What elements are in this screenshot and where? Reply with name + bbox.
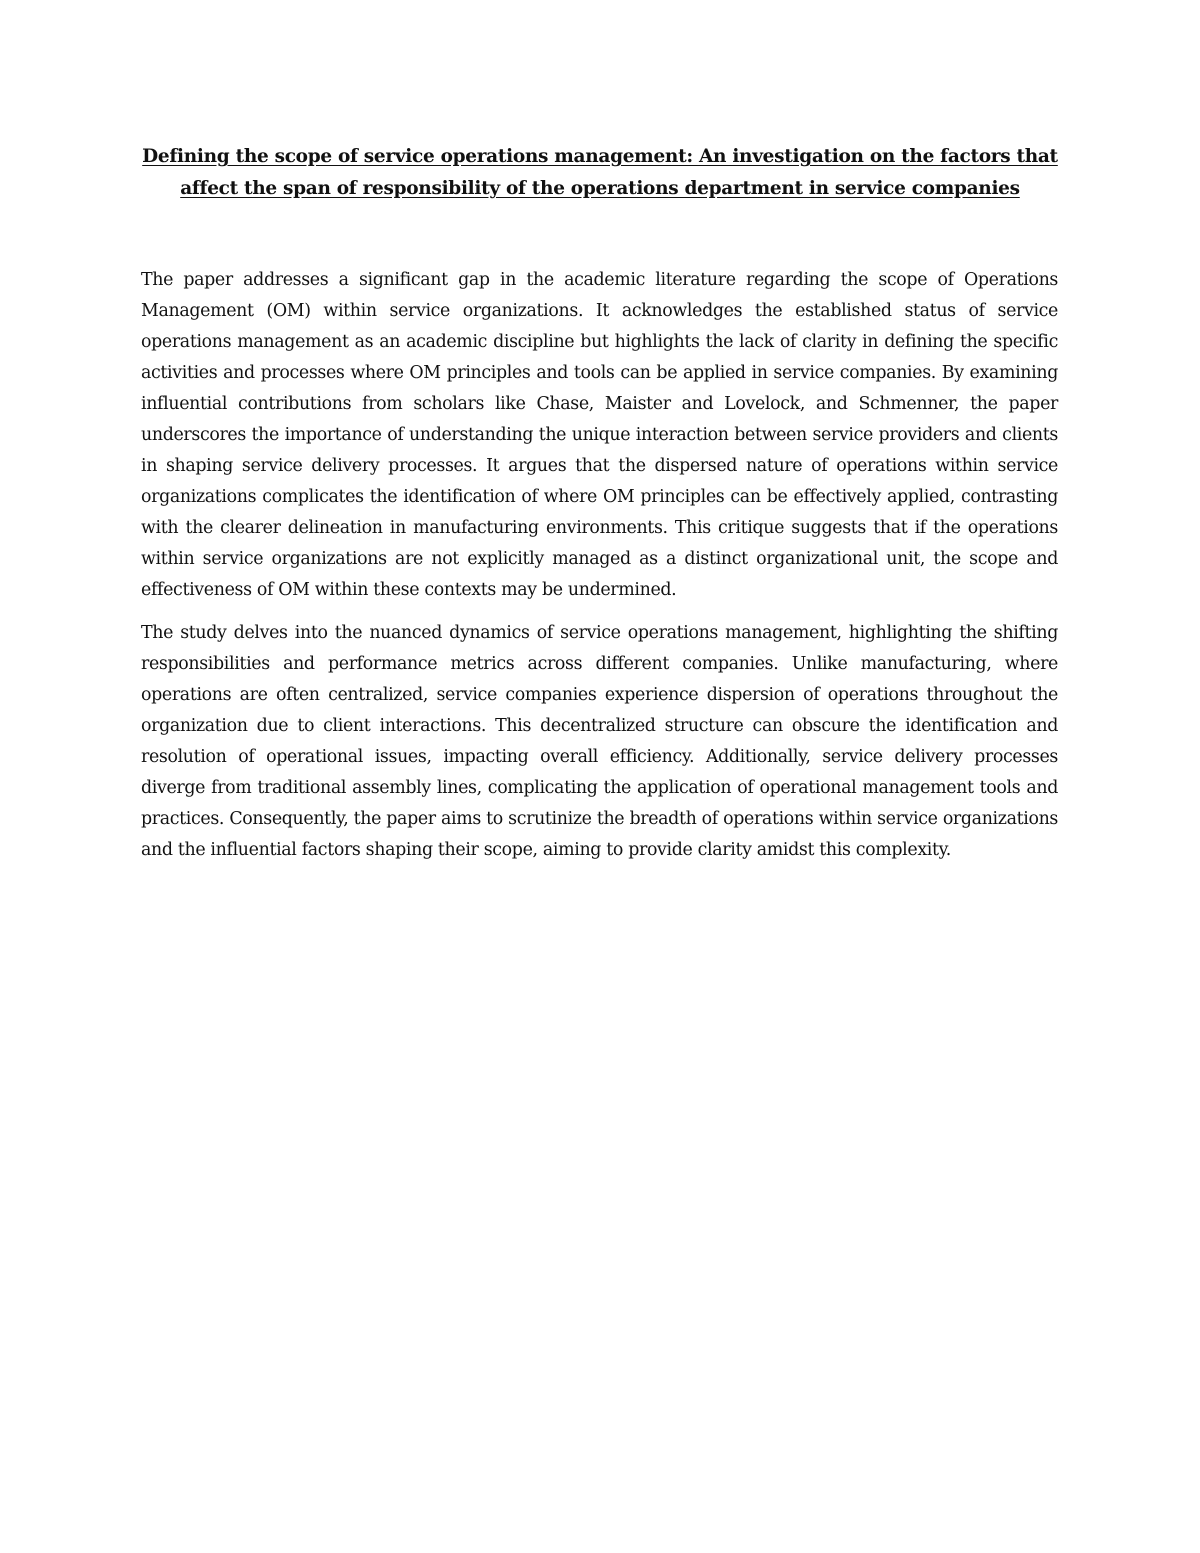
body-paragraph-1: The paper addresses a significant gap in the academic literature regarding the scope of Operations Management (OM) within service organizations. It acknowledges the established status of service operations management as an academic discipline but highlights the lack of clarity in defining the specific activities and processes where OM principles and tools can be applied in service companies. By examining influential contributions from scholars like Chase, Maister and Lovelock, and Schmenner, the paper underscores the importance of understanding the unique interaction between service providers and clients in shaping service delivery processes. It argues that the dispersed nature of operations within service organizations complicates the identification of where OM principles can be effectively applied, contrasting with the clearer delineation in manufacturing environments. This critique suggests that if the operations within service organizations are not explicitly managed as a distinct organizational unit, the scope and effectiveness of OM within these contexts may be undermined. [141, 270, 1058, 600]
document-body [141, 265, 1058, 878]
body-paragraph-2: The study delves into the nuanced dynamics of service operations management, highlighting the shifting responsibilities and performance metrics across different companies. Unlike manufacturing, where operations are often centralized, service companies experience dispersion of operations throughout the organization due to client interactions. This decentralized structure can obscure the identification and resolution of operational issues, impacting overall efficiency. Additionally, service delivery processes diverge from traditional assembly lines, complicating the application of operational management tools and practices. Consequently, the paper aims to scrutinize the breadth of operations within service organizations and the influential factors shaping their scope, aiming to provide clarity amidst this complexity. [141, 623, 1058, 860]
document-title: Defining the scope of service operations management: An investigation on the factors that affect the span of responsibility of the operations department in service companies [142, 146, 1058, 199]
